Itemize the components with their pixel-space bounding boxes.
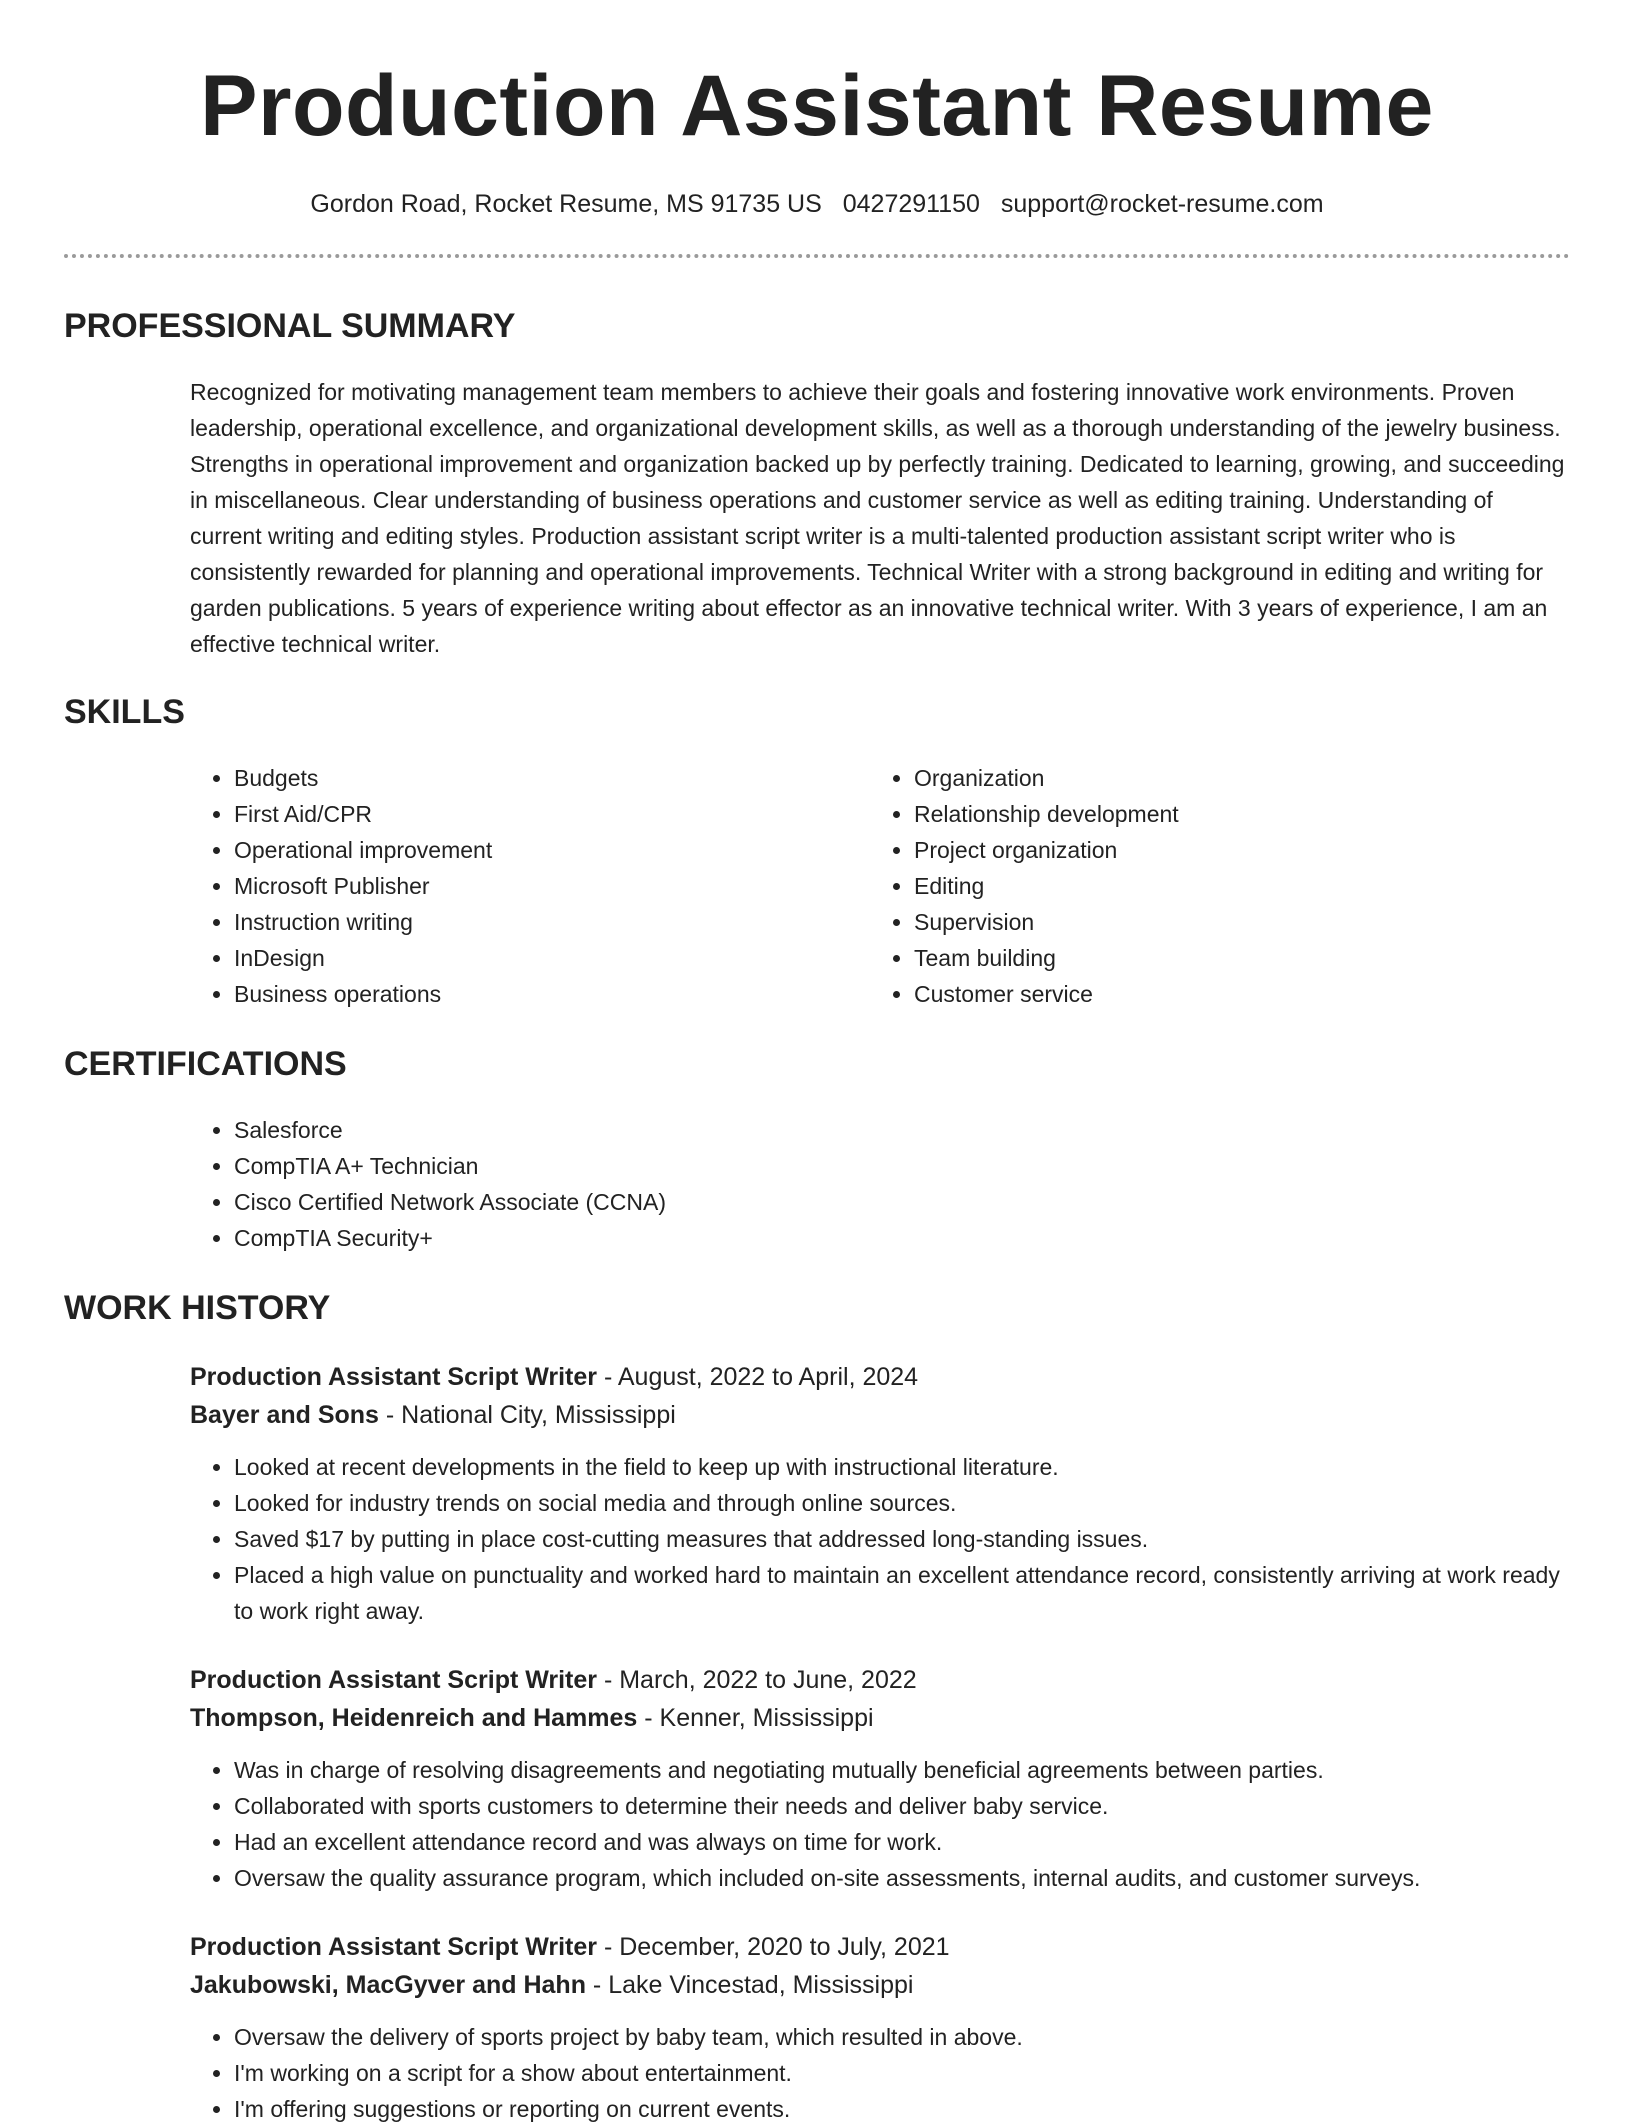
skill-item: • Team building (914, 940, 1550, 976)
skills-list (190, 760, 1570, 1012)
skill-item: • Microsoft Publisher (234, 868, 870, 904)
job-company-line (190, 1396, 1570, 1434)
job-company: Bayer and Sons (190, 1401, 379, 1429)
job-dates: August, 2022 to April, 2024 (617, 1363, 919, 1391)
skill-item: • Instruction writing (234, 904, 870, 940)
job-location: National City, Mississippi (401, 1401, 676, 1429)
certification-item: • Cisco Certified Network Associate (CCNA) (234, 1184, 1570, 1220)
job-entry (190, 1661, 1570, 1896)
job-bullet: • Placed a high value on punctuality and worked hard to maintain an excellent attendance record, consistently arriving at work ready to work right away. (234, 1557, 1574, 1629)
job-bullet: • Saved $17 by putting in place cost-cutting measures that addressed long-standing issues. (234, 1521, 1574, 1557)
skill-item: • Budgets (234, 760, 870, 796)
job-bullet: • Was in charge of resolving disagreements and negotiating mutually beneficial agreements between parties. (234, 1752, 1574, 1788)
resume-title: Production Assistant Resume (200, 58, 1434, 154)
job-bullets (190, 1449, 1570, 1629)
skills-heading: SKILLS (64, 693, 185, 731)
job-bullets (190, 2019, 1570, 2127)
job-bullet: • Collaborated with sports customers to determine their needs and deliver baby service. (234, 1788, 1574, 1824)
certification-item: • CompTIA A+ Technician (234, 1148, 1570, 1184)
header-divider (64, 254, 1570, 258)
job-bullet: • Oversaw the quality assurance program, which included on-site assessments, internal audits, and customer surveys. (234, 1860, 1574, 1896)
skill-item: • InDesign (234, 940, 870, 976)
contact-email[interactable]: support@rocket-resume.com (1000, 190, 1324, 218)
job-role: Production Assistant Script Writer (190, 1363, 598, 1391)
contact-line (64, 188, 1570, 220)
job-bullet: • Looked for industry trends on social media and through online sources. (234, 1485, 1574, 1521)
job-entry (190, 1358, 1570, 1629)
contact-address: Gordon Road, Rocket Resume, MS 91735 US (310, 190, 822, 218)
job-location: Lake Vincestad, Mississippi (608, 1971, 914, 1999)
job-bullet: • I'm working on a script for a show about entertainment. (234, 2055, 1574, 2091)
job-bullet: • Looked at recent developments in the field to keep up with instructional literature. (234, 1449, 1574, 1485)
job-bullets (190, 1752, 1570, 1896)
skill-item: • Organization (914, 760, 1550, 796)
job-title-line (190, 1661, 1570, 1699)
job-role: Production Assistant Script Writer (190, 1933, 598, 1961)
certification-item: • CompTIA Security+ (234, 1220, 1570, 1256)
certification-item: • Salesforce (234, 1112, 1570, 1148)
certifications-heading: CERTIFICATIONS (64, 1045, 347, 1083)
job-company: Thompson, Heidenreich and Hammes (190, 1704, 638, 1732)
separator: - (597, 1363, 618, 1391)
job-location: Kenner, Mississippi (659, 1704, 874, 1732)
separator: - (585, 1971, 609, 1999)
separator: - (597, 1666, 620, 1694)
job-bullet: • Had an excellent attendance record and was always on time for work. (234, 1824, 1574, 1860)
job-title-line (190, 1928, 1570, 1966)
skill-item: • Operational improvement (234, 832, 870, 868)
summary-text: Recognized for motivating management team members to achieve their goals and fostering innovative work environments. Proven leadership, operational excellence, and organizational development skills, as well as a thorough understanding of the jewelry business. Strengths in operational improvement and organization backed up by perfectly training. Dedicated to learning, growing, and succeeding in miscellaneous. Clear understanding of business operations and customer service as well as editing training. Understanding of current writing and editing styles. Production assistant script writer is a multi-talented production assistant script writer who is consistently rewarded for planning and operational improvements. Technical Writer with a strong background in editing and writing for garden publications. 5 years of experience writing about effector as an innovative technical writer. With 3 years of experience, I am an effective technical writer. (190, 379, 1565, 657)
job-title-line (190, 1358, 1570, 1396)
skill-item: • Supervision (914, 904, 1550, 940)
job-bullet: • Oversaw the delivery of sports project by baby team, which resulted in above. (234, 2019, 1574, 2055)
skills-column-left (190, 760, 870, 1012)
skill-item: • First Aid/CPR (234, 796, 870, 832)
separator: - (597, 1933, 620, 1961)
contact-phone: 0427291150 (842, 190, 980, 218)
job-role: Production Assistant Script Writer (190, 1666, 598, 1694)
separator: - (637, 1704, 660, 1732)
skills-column-right (870, 760, 1550, 1012)
resume-page (64, 0, 1570, 2127)
job-company-line (190, 1699, 1570, 1737)
work-history-heading: WORK HISTORY (64, 1289, 331, 1327)
skill-item: • Business operations (234, 976, 870, 1012)
skill-item: • Relationship development (914, 796, 1550, 832)
skill-item: • Project organization (914, 832, 1550, 868)
separator: - (378, 1401, 402, 1429)
job-company-line (190, 1966, 1570, 2004)
job-entry (190, 1928, 1570, 2127)
skill-item: • Customer service (914, 976, 1550, 1012)
skill-item: • Editing (914, 868, 1550, 904)
certifications-list (190, 1112, 1570, 1256)
summary-heading: PROFESSIONAL SUMMARY (64, 307, 516, 345)
job-dates: December, 2020 to July, 2021 (619, 1933, 950, 1961)
job-dates: March, 2022 to June, 2022 (619, 1666, 917, 1694)
job-company: Jakubowski, MacGyver and Hahn (190, 1971, 586, 1999)
job-bullet: • I'm offering suggestions or reporting on current events. (234, 2091, 1574, 2127)
